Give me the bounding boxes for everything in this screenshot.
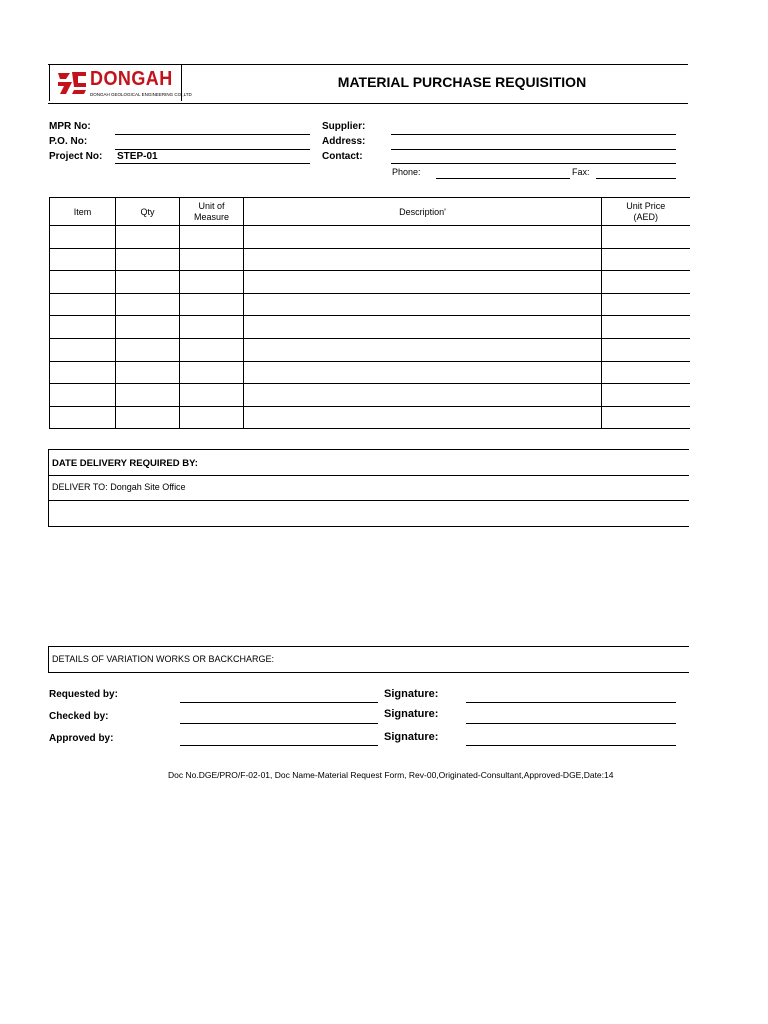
table-cell[interactable]: [50, 271, 116, 294]
dongah-logo-icon: [56, 70, 88, 96]
supplier-label: Supplier:: [322, 121, 366, 132]
table-cell[interactable]: [116, 316, 180, 339]
table-cell[interactable]: [50, 406, 116, 429]
table-cell[interactable]: [116, 338, 180, 361]
project-no-value[interactable]: STEP-01: [117, 151, 158, 162]
divider: [49, 500, 689, 501]
po-no-label: P.O. No:: [49, 136, 88, 147]
table-cell[interactable]: [116, 226, 180, 249]
phone-field[interactable]: [436, 178, 570, 179]
checked-by-field[interactable]: [180, 723, 378, 724]
table-cell[interactable]: [244, 338, 602, 361]
project-no-field: [115, 163, 310, 164]
table-row: [50, 338, 690, 361]
address-label: Address:: [322, 136, 366, 147]
table-header-row: [50, 198, 690, 226]
checked-signature-field[interactable]: [466, 723, 676, 724]
table-cell[interactable]: [602, 384, 690, 407]
deliver-to-text: DELIVER TO: Dongah Site Office: [52, 482, 186, 492]
doc-footer: Doc No.DGE/PRO/F-02-01, Doc Name-Material Request Form, Rev-00,Originated-Consultant,Approved-DGE,Date:14: [168, 770, 614, 780]
table-cell[interactable]: [180, 406, 244, 429]
requested-signature-label: Signature:: [384, 688, 439, 700]
col-header-description: Description': [244, 198, 602, 226]
table-cell[interactable]: [180, 384, 244, 407]
table-cell[interactable]: [50, 338, 116, 361]
table-row: [50, 316, 690, 339]
phone-label: Phone:: [392, 167, 421, 177]
logo-subtext: DONGAH GEOLOGICAL ENGINEERING CO.,LTD: [90, 92, 192, 97]
checked-signature-label: Signature:: [384, 708, 439, 720]
table-cell[interactable]: [50, 361, 116, 384]
requested-by-field[interactable]: [180, 702, 378, 703]
table-cell[interactable]: [180, 316, 244, 339]
table-cell[interactable]: [602, 316, 690, 339]
table-cell[interactable]: [244, 384, 602, 407]
variation-label: DETAILS OF VARIATION WORKS OR BACKCHARGE:: [52, 654, 275, 664]
table-cell[interactable]: [244, 271, 602, 294]
table-cell[interactable]: [602, 226, 690, 249]
table-row: [50, 271, 690, 294]
fax-label: Fax:: [572, 167, 590, 177]
requested-by-label: Requested by:: [49, 689, 118, 700]
table-cell[interactable]: [180, 248, 244, 271]
project-no-label: Project No:: [49, 151, 103, 162]
po-no-field[interactable]: [115, 149, 310, 150]
col-header-item: Item: [50, 198, 116, 226]
divider: [49, 475, 689, 476]
table-cell[interactable]: [602, 361, 690, 384]
table-cell[interactable]: [116, 361, 180, 384]
mpr-no-label: MPR No:: [49, 121, 91, 132]
contact-label: Contact:: [322, 151, 363, 162]
table-cell[interactable]: [180, 226, 244, 249]
date-delivery-label: DATE DELIVERY REQUIRED BY:: [52, 458, 198, 469]
table-cell[interactable]: [116, 406, 180, 429]
requested-signature-field[interactable]: [466, 702, 676, 703]
col-header-qty: Qty: [116, 198, 180, 226]
contact-field[interactable]: [391, 163, 676, 164]
table-cell[interactable]: [50, 384, 116, 407]
approved-signature-label: Signature:: [384, 731, 439, 743]
delivery-box: [48, 449, 689, 527]
table-cell[interactable]: [180, 338, 244, 361]
table-cell[interactable]: [50, 248, 116, 271]
table-row: [50, 384, 690, 407]
checked-by-label: Checked by:: [49, 711, 109, 722]
table-cell[interactable]: [180, 361, 244, 384]
approved-signature-field[interactable]: [466, 745, 676, 746]
table-cell[interactable]: [602, 406, 690, 429]
approved-by-field[interactable]: [180, 745, 378, 746]
table-cell[interactable]: [244, 316, 602, 339]
table-cell[interactable]: [180, 293, 244, 316]
table-cell[interactable]: [50, 293, 116, 316]
table-cell[interactable]: [244, 406, 602, 429]
table-cell[interactable]: [116, 271, 180, 294]
table-cell[interactable]: [602, 338, 690, 361]
table-cell[interactable]: [116, 293, 180, 316]
mpr-no-field[interactable]: [115, 134, 310, 135]
col-header-uom: Unit of Measure: [180, 198, 244, 226]
table-cell[interactable]: [116, 248, 180, 271]
variation-box: [48, 646, 689, 673]
table-cell[interactable]: [244, 293, 602, 316]
table-row: [50, 226, 690, 249]
table-cell[interactable]: [602, 293, 690, 316]
table-cell[interactable]: [180, 271, 244, 294]
table-cell[interactable]: [116, 384, 180, 407]
company-logo: [49, 65, 192, 101]
logo-text: DONGAH: [90, 68, 173, 90]
table-cell[interactable]: [244, 361, 602, 384]
table-cell[interactable]: [244, 226, 602, 249]
items-table: [49, 197, 690, 429]
table-row: [50, 406, 690, 429]
fax-field[interactable]: [596, 178, 676, 179]
table-cell[interactable]: [244, 248, 602, 271]
table-cell[interactable]: [602, 271, 690, 294]
table-row: [50, 248, 690, 271]
col-header-unit-price: Unit Price (AED): [602, 198, 690, 226]
table-cell[interactable]: [50, 316, 116, 339]
table-row: [50, 361, 690, 384]
table-row: [50, 293, 690, 316]
approved-by-label: Approved by:: [49, 733, 114, 744]
table-cell[interactable]: [50, 226, 116, 249]
form-title: MATERIAL PURCHASE REQUISITION: [337, 74, 587, 90]
address-field[interactable]: [391, 149, 676, 150]
supplier-field[interactable]: [391, 134, 676, 135]
table-cell[interactable]: [602, 248, 690, 271]
